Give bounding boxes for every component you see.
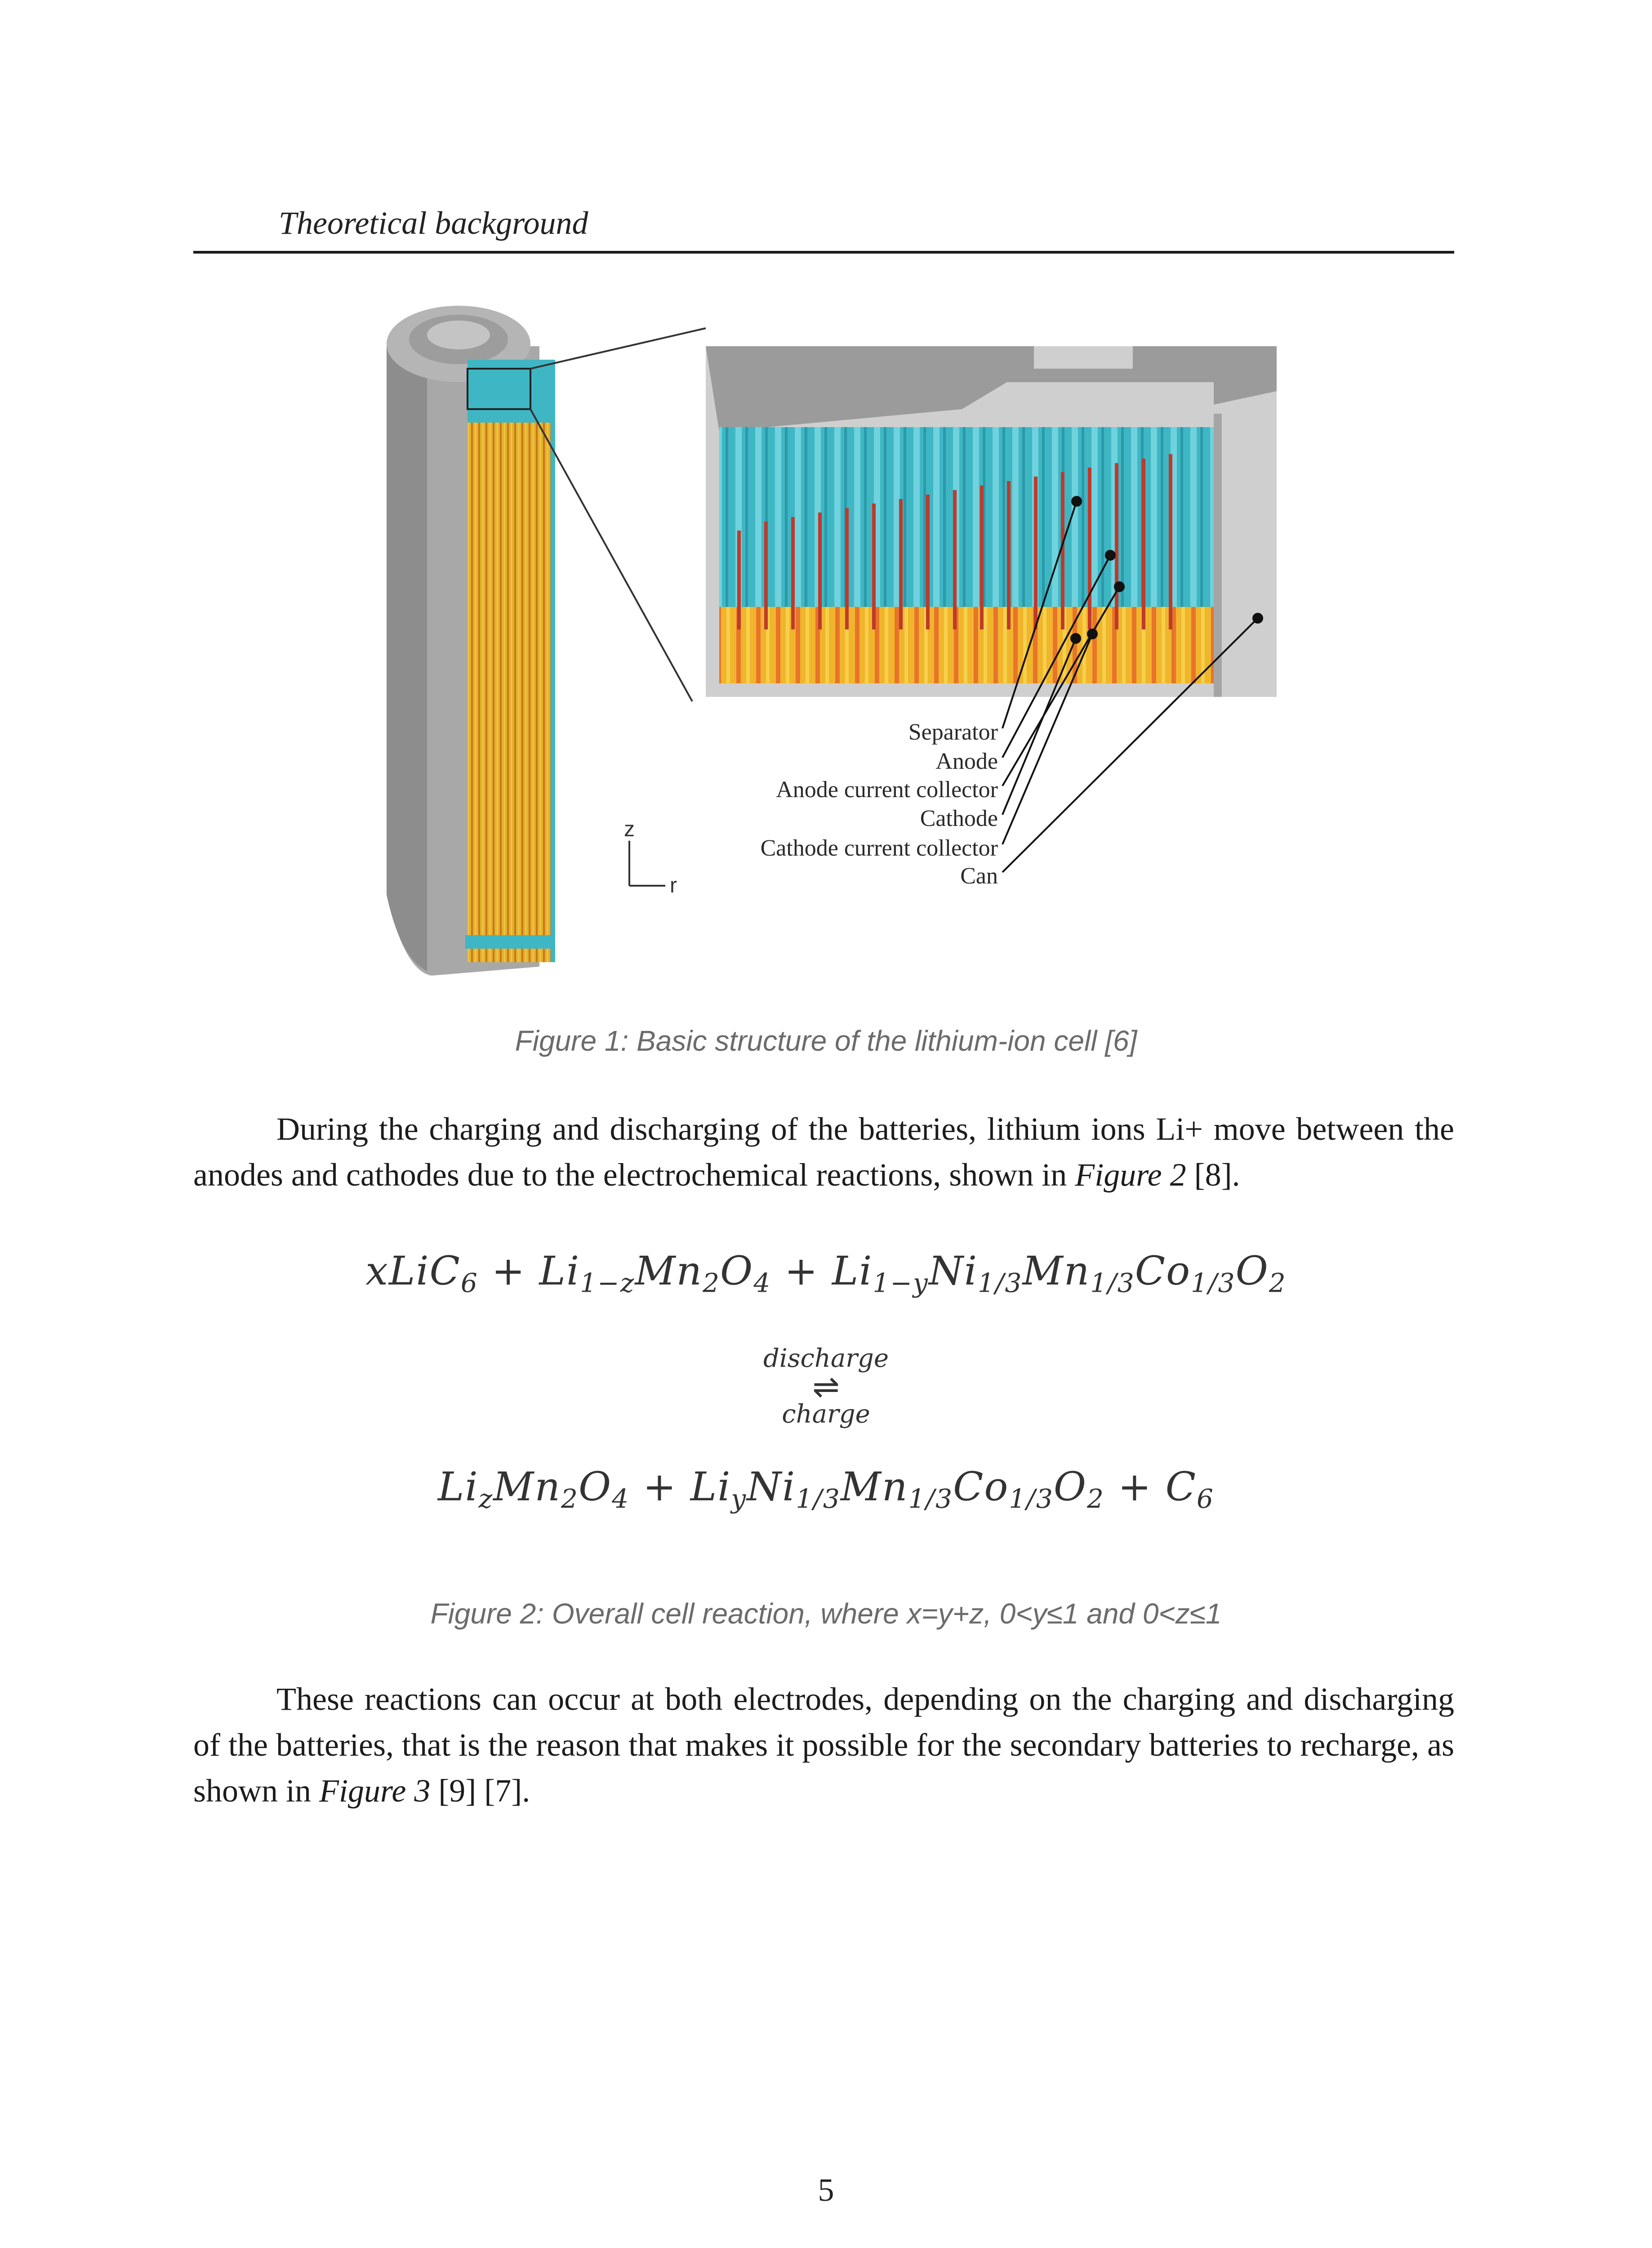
figure-3-reference: Figure 3: [319, 1773, 431, 1809]
paragraph-2: [193, 1676, 1454, 1814]
label-can: Can: [960, 863, 998, 889]
reaction-equation-top: xLiC$_6$ + $Li_{1-z}Mn_2O_4 + Li_{1-y}Ni_{1/3}Mn_{1/3}Co_{1/3}O_2$: [365, 1248, 1287, 1298]
running-header: Theoretical background: [279, 205, 588, 241]
paragraph-2-citation: [9] [7].: [430, 1773, 530, 1809]
figure-1-caption: Figure 1: Basic structure of the lithium-ion cell [6]: [515, 1025, 1137, 1057]
axis-r-label: r: [670, 874, 677, 897]
reaction-arrow: [0, 1344, 1652, 1429]
label-separator: Separator: [908, 719, 998, 745]
paragraph-1-text: During the charging and discharging of the batteries, lithium ions Li+ move between the anodes and cathodes due to the electrochemical reactions, shown in: [193, 1111, 1454, 1193]
figure-2-reference: Figure 2: [1075, 1157, 1186, 1193]
arrow-label-discharge: discharge: [763, 1344, 889, 1373]
label-anode: Anode: [935, 749, 998, 774]
label-cathode: Cathode: [920, 806, 998, 831]
reaction-equation-bottom: $Li_zMn_2O_4 + Li_yNi_{1/3}Mn_{1/3}Co_{1/3}O_2 + C_6$: [438, 1463, 1214, 1514]
paragraph-2-text: These reactions can occur at both electrodes, depending on the charging and discharging of the batteries, that is the reason that makes it possible for the secondary batteries to recharge, as shown in: [193, 1681, 1454, 1809]
equilibrium-arrow-icon: ⇌: [812, 1368, 840, 1405]
header-rule: [193, 251, 1454, 254]
figure-2-caption: Figure 2: Overall cell reaction, where x=y+z, 0<y≤1 and 0<z≤1: [430, 1597, 1222, 1630]
figure-1-illustration: [378, 297, 1286, 985]
cell-cylinder: [387, 306, 555, 976]
page-number: 5: [818, 2172, 834, 2208]
paragraph-1: [193, 1106, 1454, 1198]
axis-indicator: [624, 817, 677, 897]
label-anode-current-collector: Anode current collector: [776, 777, 998, 803]
zoom-detail: [706, 346, 1277, 697]
label-cathode-current-collector: Cathode current collector: [760, 835, 998, 861]
arrow-label-charge: charge: [782, 1400, 870, 1429]
paragraph-1-citation: [8].: [1186, 1157, 1240, 1193]
axis-z-label: z: [624, 817, 635, 841]
